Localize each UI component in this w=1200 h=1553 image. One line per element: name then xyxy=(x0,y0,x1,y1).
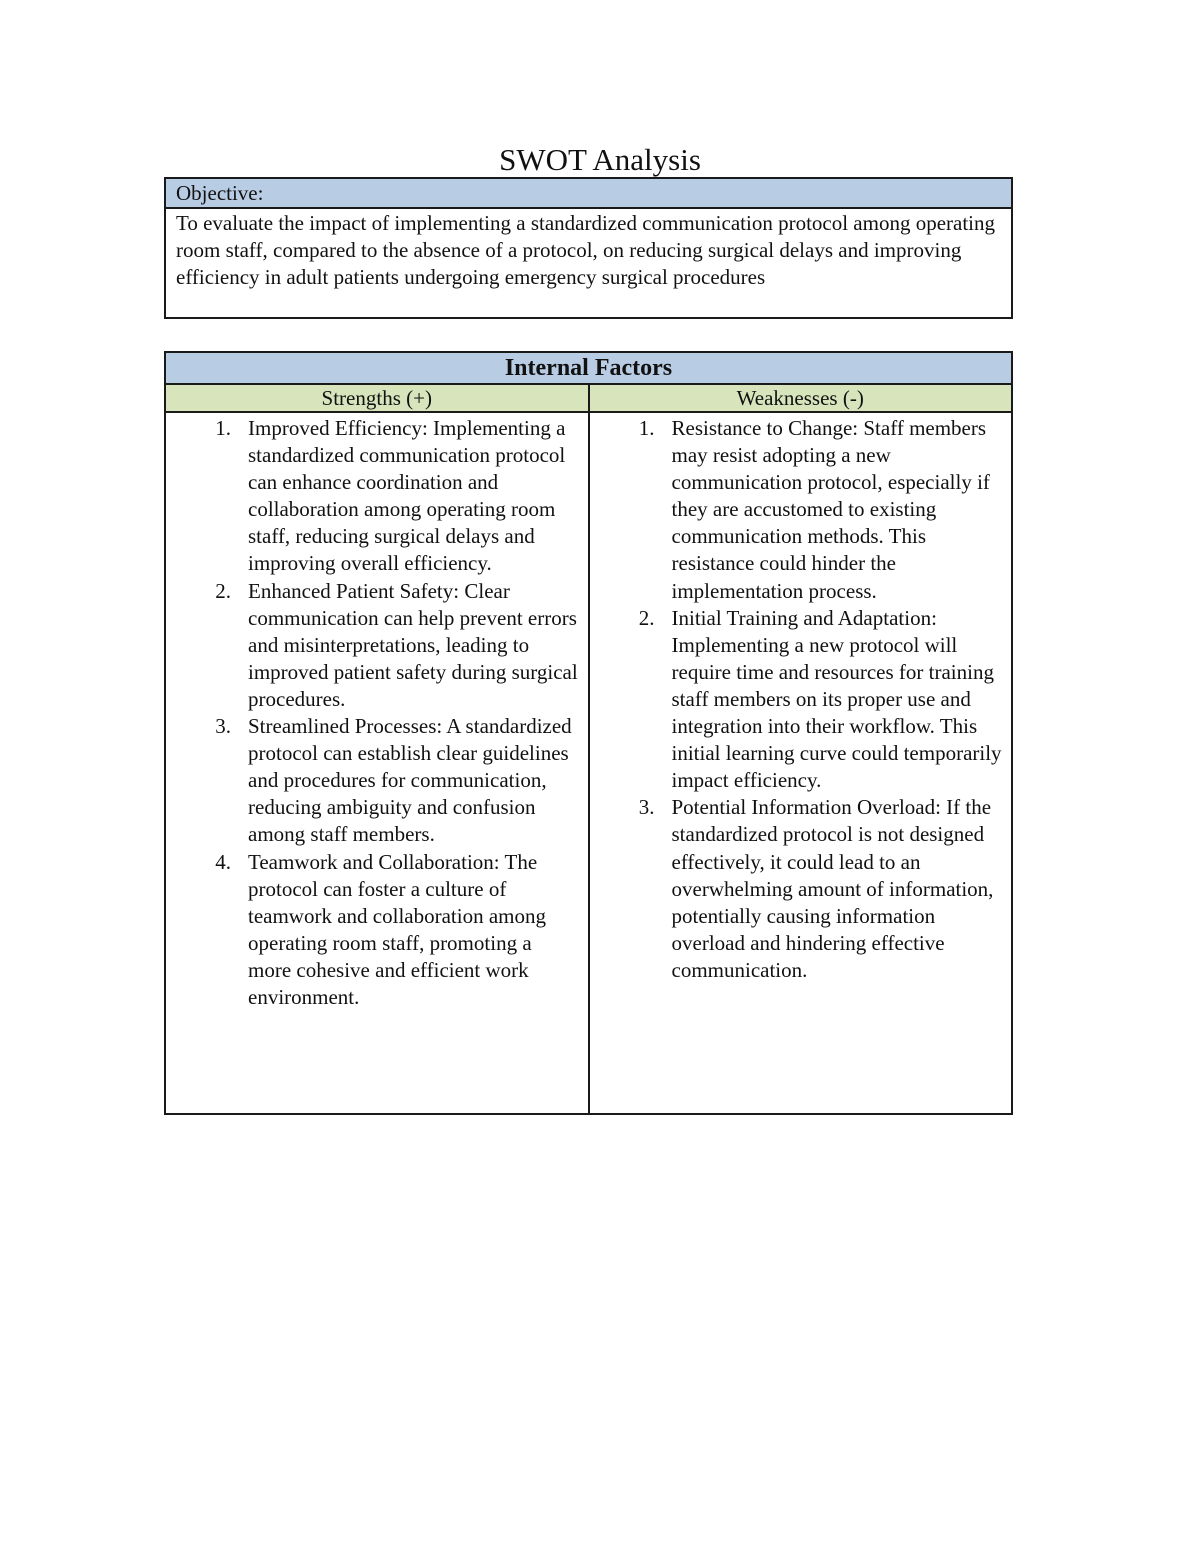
weaknesses-cell xyxy=(589,412,1013,1114)
objective-box xyxy=(164,177,1013,319)
list-item-text: Teamwork and Collaboration: The protocol can foster a culture of teamwork and collaboration among operating room staff, promoting a more cohesive and efficient work environment. xyxy=(248,849,546,1009)
list-item-number: 3. xyxy=(638,795,655,820)
weaknesses-heading: Weaknesses (-) xyxy=(589,384,1013,412)
list-item-number: 2. xyxy=(638,605,655,630)
list-item-text: Enhanced Patient Safety: Clear communication can help prevent errors and misinterpretations, leading to improved patient safety during surgical procedures. xyxy=(248,578,578,711)
list-item-number: 2. xyxy=(215,578,231,603)
strengths-heading: Strengths (+) xyxy=(165,384,589,412)
list-item-number: 3. xyxy=(215,714,231,739)
list-item-text: Improved Efficiency: Implementing a standardized communication protocol can enhance coordination and collaboration among operating room staff, reducing surgical delays and improving overall efficiency. xyxy=(248,416,566,576)
list-item xyxy=(590,415,1004,605)
list-item-number: 1. xyxy=(638,416,655,440)
strengths-cell xyxy=(165,412,589,1114)
list-item-text: Streamlined Processes: A standardized protocol can establish clear guidelines and procedures for communication, reducing ambiguity and confusion among staff members. xyxy=(248,714,572,847)
list-item xyxy=(166,578,580,713)
list-item xyxy=(166,415,580,578)
internal-factors-table xyxy=(164,351,1013,1115)
objective-text: To evaluate the impact of implementing a standardized communication protocol among operating room staff, compared to the absence of a protocol, on reducing surgical delays and improving efficiency in adult patients undergoing emergency surgical procedures xyxy=(176,211,996,289)
list-item xyxy=(166,713,580,848)
list-item xyxy=(590,605,1004,795)
list-item-text: Resistance to Change: Staff members may resist adopting a new communication protocol, especially if they are accustomed to existing communication methods. This resistance could hinder the implementation process. xyxy=(671,416,990,603)
list-item-number: 1. xyxy=(215,416,231,440)
list-item-text: Initial Training and Adaptation: Implementing a new protocol will require time and resources for training staff members on its proper use and integration into their workflow. This initial learning curve could temporarily impact efficiency. xyxy=(671,605,1002,793)
list-item xyxy=(166,849,580,1012)
strengths-list xyxy=(166,415,588,1011)
weaknesses-list xyxy=(590,415,1012,984)
list-item-number: 4. xyxy=(215,849,231,874)
page-title: SWOT Analysis xyxy=(499,142,701,177)
objective-label: Objective: xyxy=(166,179,1011,209)
list-item-text: Potential Information Overload: If the standardized protocol is not designed effectively, it could lead to an overwhelming amount of information, potentially causing information overload and hindering effective communication. xyxy=(671,795,994,982)
internal-factors-heading: Internal Factors xyxy=(165,352,1012,384)
list-item xyxy=(590,794,1004,984)
